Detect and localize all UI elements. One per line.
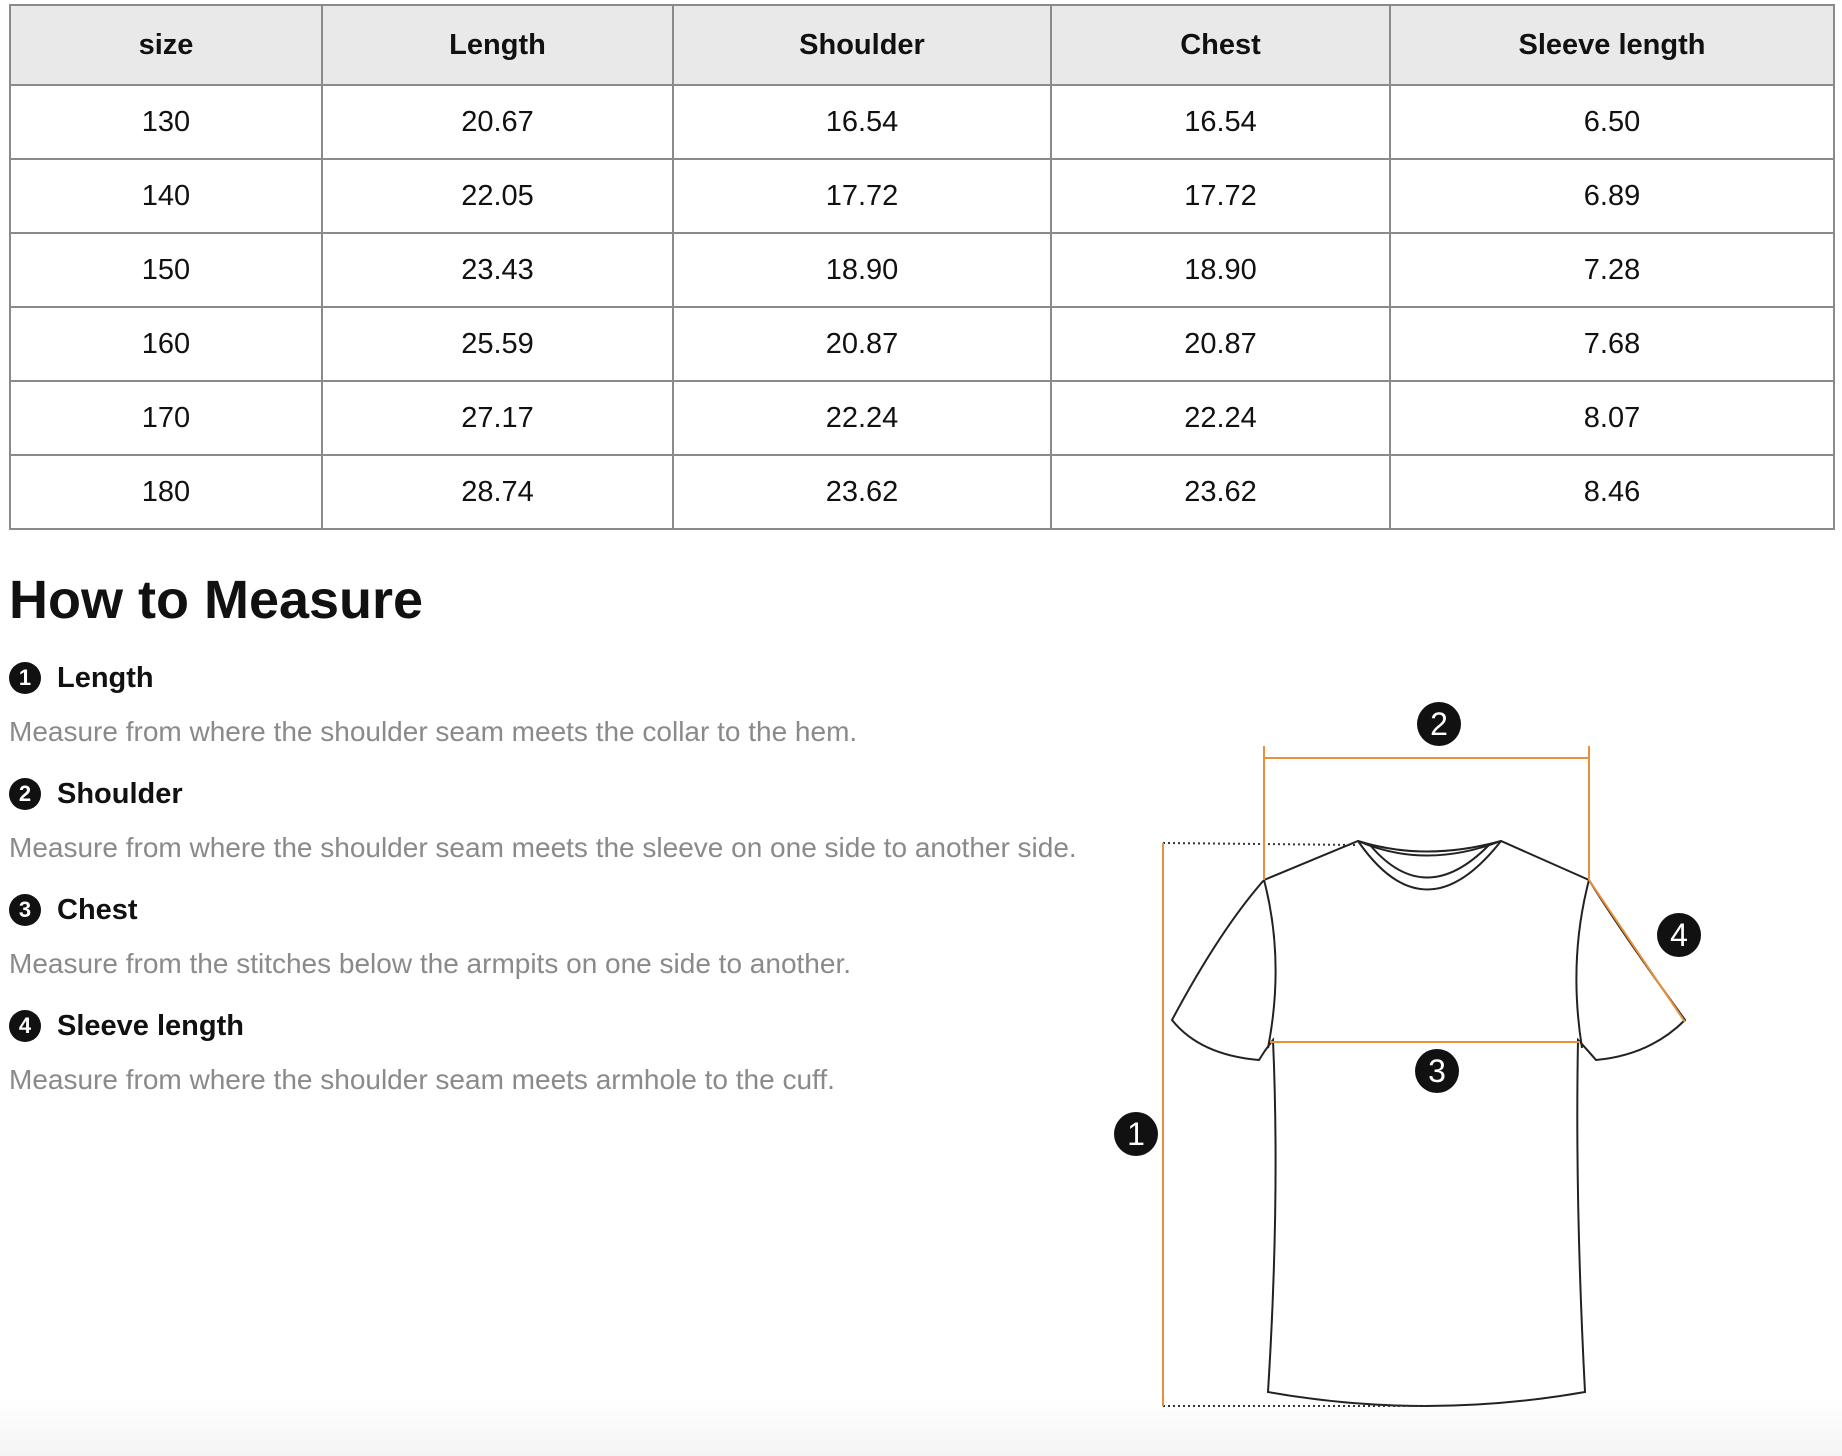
number-3-icon: 3	[9, 894, 41, 926]
table-cell: 18.90	[1051, 233, 1390, 307]
table-cell: 8.07	[1390, 381, 1834, 455]
number-4-icon: 4	[9, 1010, 41, 1042]
table-cell: 17.72	[673, 159, 1051, 233]
marker-3-label: 3	[1428, 1053, 1446, 1089]
number-1-icon: 1	[9, 662, 41, 694]
table-cell: 20.87	[673, 307, 1051, 381]
marker-1-label: 1	[1127, 1116, 1145, 1152]
column-header-shoulder: Shoulder	[673, 5, 1051, 85]
table-cell: 23.62	[673, 455, 1051, 529]
right-armhole-seam	[1576, 880, 1589, 1048]
column-header-length: Length	[322, 5, 673, 85]
table-cell: 20.67	[322, 85, 673, 159]
measure-item-label: Length	[57, 661, 154, 694]
table-cell: 22.05	[322, 159, 673, 233]
measure-item-label: Sleeve length	[57, 1009, 244, 1042]
tshirt-outline-icon	[1172, 841, 1685, 1406]
diagram-markers	[1114, 702, 1701, 1156]
table-cell: 25.59	[322, 307, 673, 381]
table-cell: 20.87	[1051, 307, 1390, 381]
table-cell: 18.90	[673, 233, 1051, 307]
guide-lines	[1163, 843, 1425, 1406]
marker-2-label: 2	[1430, 706, 1448, 742]
table-cell: 140	[10, 159, 322, 233]
table-cell: 23.62	[1051, 455, 1390, 529]
measure-item-description: Measure from where the shoulder seam meets armhole to the cuff.	[9, 1064, 835, 1095]
table-cell: 22.24	[673, 381, 1051, 455]
table-cell: 160	[10, 307, 322, 381]
column-header-chest: Chest	[1051, 5, 1390, 85]
table-cell: 22.24	[1051, 381, 1390, 455]
measure-item-label: Chest	[57, 893, 138, 926]
table-cell: 6.50	[1390, 85, 1834, 159]
left-armhole-seam	[1264, 880, 1276, 1048]
table-cell: 8.46	[1390, 455, 1834, 529]
table-cell: 170	[10, 381, 322, 455]
measure-item-description: Measure from the stitches below the armpits on one side to another.	[9, 948, 852, 979]
table-cell: 16.54	[673, 85, 1051, 159]
column-header-size: size	[10, 5, 322, 85]
measure-item-label: Shoulder	[57, 777, 183, 810]
table-cell: 150	[10, 233, 322, 307]
top-guide-line	[1163, 843, 1358, 845]
collar-back	[1358, 841, 1501, 852]
table-cell: 7.28	[1390, 233, 1834, 307]
marker-1-icon	[1114, 1112, 1158, 1156]
measure-item-description: Measure from where the shoulder seam meets the collar to the hem.	[9, 716, 858, 747]
how-to-measure-heading: How to Measure	[9, 570, 424, 630]
marker-4-icon	[1657, 913, 1701, 957]
marker-3-icon	[1415, 1049, 1459, 1093]
table-cell: 28.74	[322, 455, 673, 529]
table-cell: 180	[10, 455, 322, 529]
tshirt-body	[1172, 841, 1685, 1406]
measure-item-description: Measure from where the shoulder seam meets the sleeve on one side to another side.	[9, 832, 1077, 863]
table-cell: 23.43	[322, 233, 673, 307]
table-cell: 130	[10, 85, 322, 159]
table-cell: 17.72	[1051, 159, 1390, 233]
column-header-sleeve-length: Sleeve length	[1390, 5, 1834, 85]
table-cell: 7.68	[1390, 307, 1834, 381]
marker-4-label: 4	[1670, 917, 1688, 953]
number-2-icon: 2	[9, 778, 41, 810]
table-cell: 27.17	[322, 381, 673, 455]
table-cell: 6.89	[1390, 159, 1834, 233]
marker-2-icon	[1417, 702, 1461, 746]
table-cell: 16.54	[1051, 85, 1390, 159]
